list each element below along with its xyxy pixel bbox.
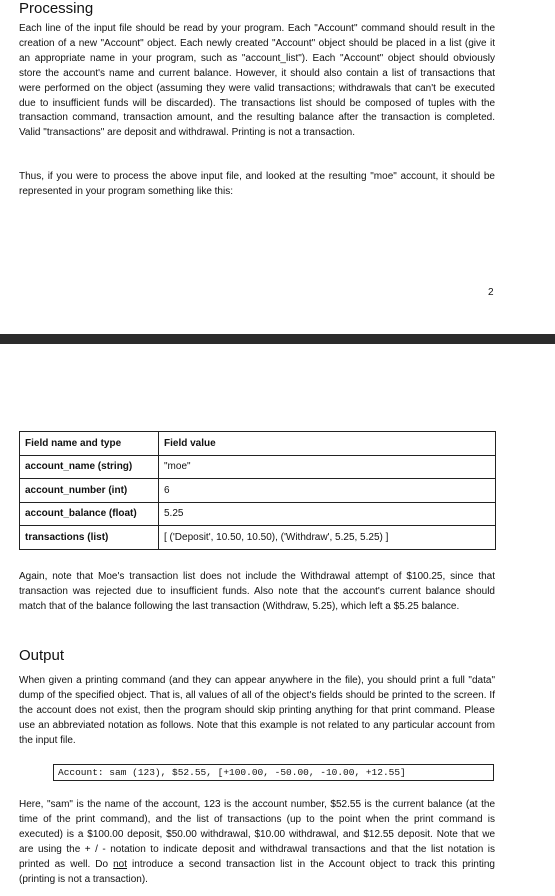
processing-heading: Processing bbox=[19, 0, 94, 17]
table-row bbox=[20, 479, 496, 503]
header-field-name: Field name and type bbox=[20, 432, 159, 456]
here-text-before: Here, "sam" is the name of the account, 123 is the account number, $52.55 is the current balance (at the time of the print command), and the list of transactions (up to the point when the print command is executed) is a $100.00 deposit, $50.00 withdrawal, $10.00 withdrawal, and $12.55 deposit. Note that we are using the + / - notation to indicate deposit and withdrawal transactions and that the list notation is printed as well. Do bbox=[19, 799, 495, 870]
page-number: 2 bbox=[488, 287, 494, 298]
table-row bbox=[20, 526, 496, 550]
document-page-2 bbox=[0, 344, 555, 896]
here-text-after: introduce a second transaction list in the Account object to track this printing (printing is not a transaction). bbox=[19, 858, 495, 885]
field-name-cell: account_balance (float) bbox=[20, 502, 159, 526]
output-heading: Output bbox=[19, 647, 65, 664]
processing-paragraph: Each line of the input file should be read by your program. Each "Account" command should result in the creation of a new "Account" object. Each newly created "Account" object should be placed in a list (give it an appropriate name in your program, such as "account_list"). Each "Account" object should obviously store the account's name and current balance. However, it should also contain a list of transactions that were performed on the object (assuming they were valid transactions; withdrawals that can't be executed due to insufficient funds will be discarded). The transactions list should be composed of tuples with the transaction command, transaction amount, and the resulting balance after the transaction is completed. Valid "transactions" are deposit and withdrawal. Printing is not a transaction. bbox=[19, 23, 495, 139]
table-row bbox=[20, 455, 496, 479]
account-fields-table bbox=[19, 431, 496, 550]
field-name-cell: account_number (int) bbox=[20, 479, 159, 503]
field-value-cell: 6 bbox=[159, 479, 496, 503]
field-name-cell: transactions (list) bbox=[20, 526, 159, 550]
thus-paragraph: Thus, if you were to process the above input file, and looked at the resulting "moe" account, it should be represented in your program something like this: bbox=[19, 171, 495, 197]
header-field-value: Field value bbox=[159, 432, 496, 456]
field-value-cell: 5.25 bbox=[159, 502, 496, 526]
field-value-cell: "moe" bbox=[159, 455, 496, 479]
document-page-1 bbox=[0, 0, 555, 334]
field-value-cell: [ ('Deposit', 10.50, 10.50), ('Withdraw', 5.25, 5.25) ] bbox=[159, 526, 496, 550]
again-paragraph: Again, note that Moe's transaction list does not include the Withdrawal attempt of $100.25, since that transaction was rejected due to insufficient funds. Also note that the account's current balance should match that of the balance following the last transaction (Withdraw, 5.25), which left a $5.25 balance. bbox=[19, 571, 495, 612]
table-header-row bbox=[20, 432, 496, 456]
not-emphasis: not bbox=[113, 858, 128, 870]
table-row bbox=[20, 502, 496, 526]
page-divider bbox=[0, 334, 555, 344]
field-name-cell: account_name (string) bbox=[20, 455, 159, 479]
output-paragraph: When given a printing command (and they can appear anywhere in the file), you should print a full "data" dump of the specified object. That is, all values of all of the object's fields should be printed to the screen. If the account does not exist, then the program should skip printing anything for that print command. Please use an abbreviated notation as follows. Note that this example is not related to any particular account from the input file. bbox=[19, 675, 495, 746]
code-sample: Account: sam (123), $52.55, [+100.00, -50.00, -10.00, +12.55] bbox=[53, 764, 494, 781]
here-paragraph bbox=[19, 798, 495, 887]
